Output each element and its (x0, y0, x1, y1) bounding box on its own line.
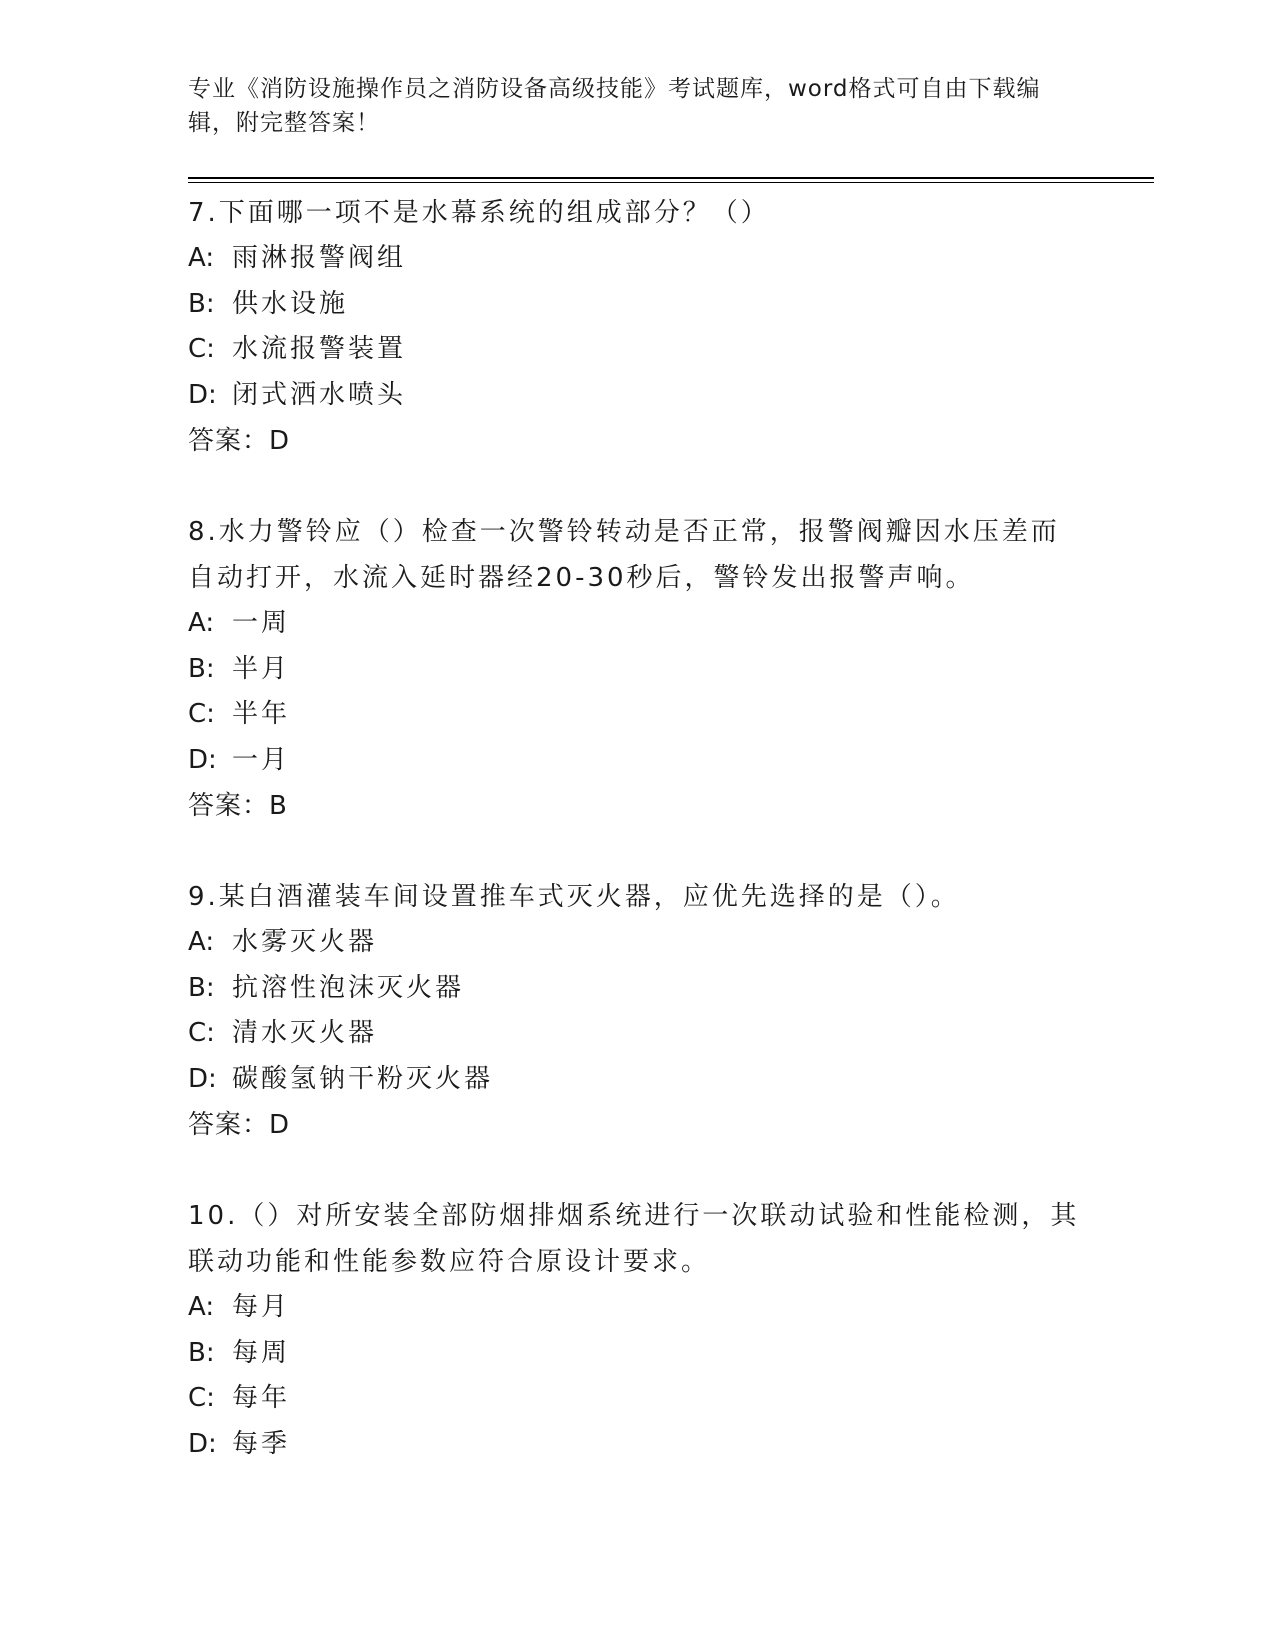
option-letter: A: (188, 243, 215, 273)
option-text: 每季 (232, 1428, 291, 1459)
option-letter: A: (188, 1292, 215, 1322)
option-letter: D: (188, 1063, 217, 1094)
option-d (188, 373, 1088, 419)
option-text: 抗溶性泡沫灭火器 (232, 972, 465, 1003)
option-text: 碳酸氢钠干粉灭火器 (232, 1063, 494, 1094)
option-b (188, 647, 1088, 693)
question-9 (188, 874, 1088, 1148)
question-stem: 7.下面哪一项不是水幕系统的组成部分？（） (188, 198, 770, 228)
option-letter: B: (188, 1337, 215, 1368)
option-letter: B: (188, 972, 215, 1003)
question-stem: 10.（）对所安装全部防烟排烟系统进行一次联动试验和性能检测，其联动功能和性能参数应符合原设计要求。 (188, 1201, 1080, 1277)
option-text: 每周 (232, 1337, 291, 1368)
question-10 (188, 1193, 1088, 1467)
answer: 答案：B (188, 791, 288, 821)
question-stem: 9.某白酒灌装车间设置推车式灭火器，应优先选择的是（）。 (188, 882, 960, 912)
option-letter: C: (188, 699, 215, 729)
header-rule-thin (188, 182, 1154, 183)
question-8 (188, 509, 1088, 829)
option-text: 每年 (232, 1383, 291, 1413)
option-a (188, 920, 1088, 966)
option-text: 一月 (232, 744, 291, 775)
option-a (188, 236, 1088, 282)
option-text: 清水灭火器 (232, 1018, 378, 1048)
option-letter: D: (188, 1428, 217, 1459)
option-text: 闭式洒水喷头 (232, 379, 407, 410)
option-d (188, 738, 1088, 784)
option-letter: C: (188, 1018, 215, 1048)
option-letter: D: (188, 744, 217, 775)
question-7 (188, 190, 1088, 464)
header-text: 专业《消防设施操作员之消防设备高级技能》考试题库，word格式可自由下载编辑，附完整答案！ (188, 76, 1041, 136)
option-text: 半年 (232, 699, 291, 729)
answer: 答案：D (188, 426, 291, 456)
option-text: 雨淋报警阀组 (232, 243, 407, 273)
answer: 答案：D (188, 1110, 291, 1140)
option-letter: A: (188, 608, 215, 638)
option-a (188, 1285, 1088, 1331)
header-rule-thick (188, 177, 1154, 179)
question-list (188, 190, 1088, 1512)
question-stem: 8.水力警铃应（）检查一次警铃转动是否正常，报警阀瓣因水压差而自动打开，水流入延时器经20-30秒后，警铃发出报警声响。 (188, 517, 1060, 593)
option-letter: D: (188, 379, 217, 410)
option-b (188, 966, 1088, 1012)
option-text: 一周 (232, 608, 291, 638)
option-c (188, 327, 1088, 373)
option-text: 半月 (232, 653, 291, 684)
option-d (188, 1422, 1088, 1468)
option-c (188, 692, 1088, 738)
option-letter: C: (188, 334, 215, 364)
option-text: 水雾灭火器 (232, 927, 378, 957)
option-text: 每月 (232, 1292, 291, 1322)
option-b (188, 1331, 1088, 1377)
option-letter: C: (188, 1383, 215, 1413)
option-c (188, 1376, 1088, 1422)
option-a (188, 601, 1088, 647)
option-b (188, 282, 1088, 328)
option-d (188, 1057, 1088, 1103)
option-text: 水流报警装置 (232, 334, 407, 364)
option-letter: B: (188, 653, 215, 684)
option-c (188, 1011, 1088, 1057)
option-letter: B: (188, 288, 215, 319)
option-letter: A: (188, 927, 215, 957)
document-header (188, 72, 1068, 140)
option-text: 供水设施 (232, 288, 349, 319)
